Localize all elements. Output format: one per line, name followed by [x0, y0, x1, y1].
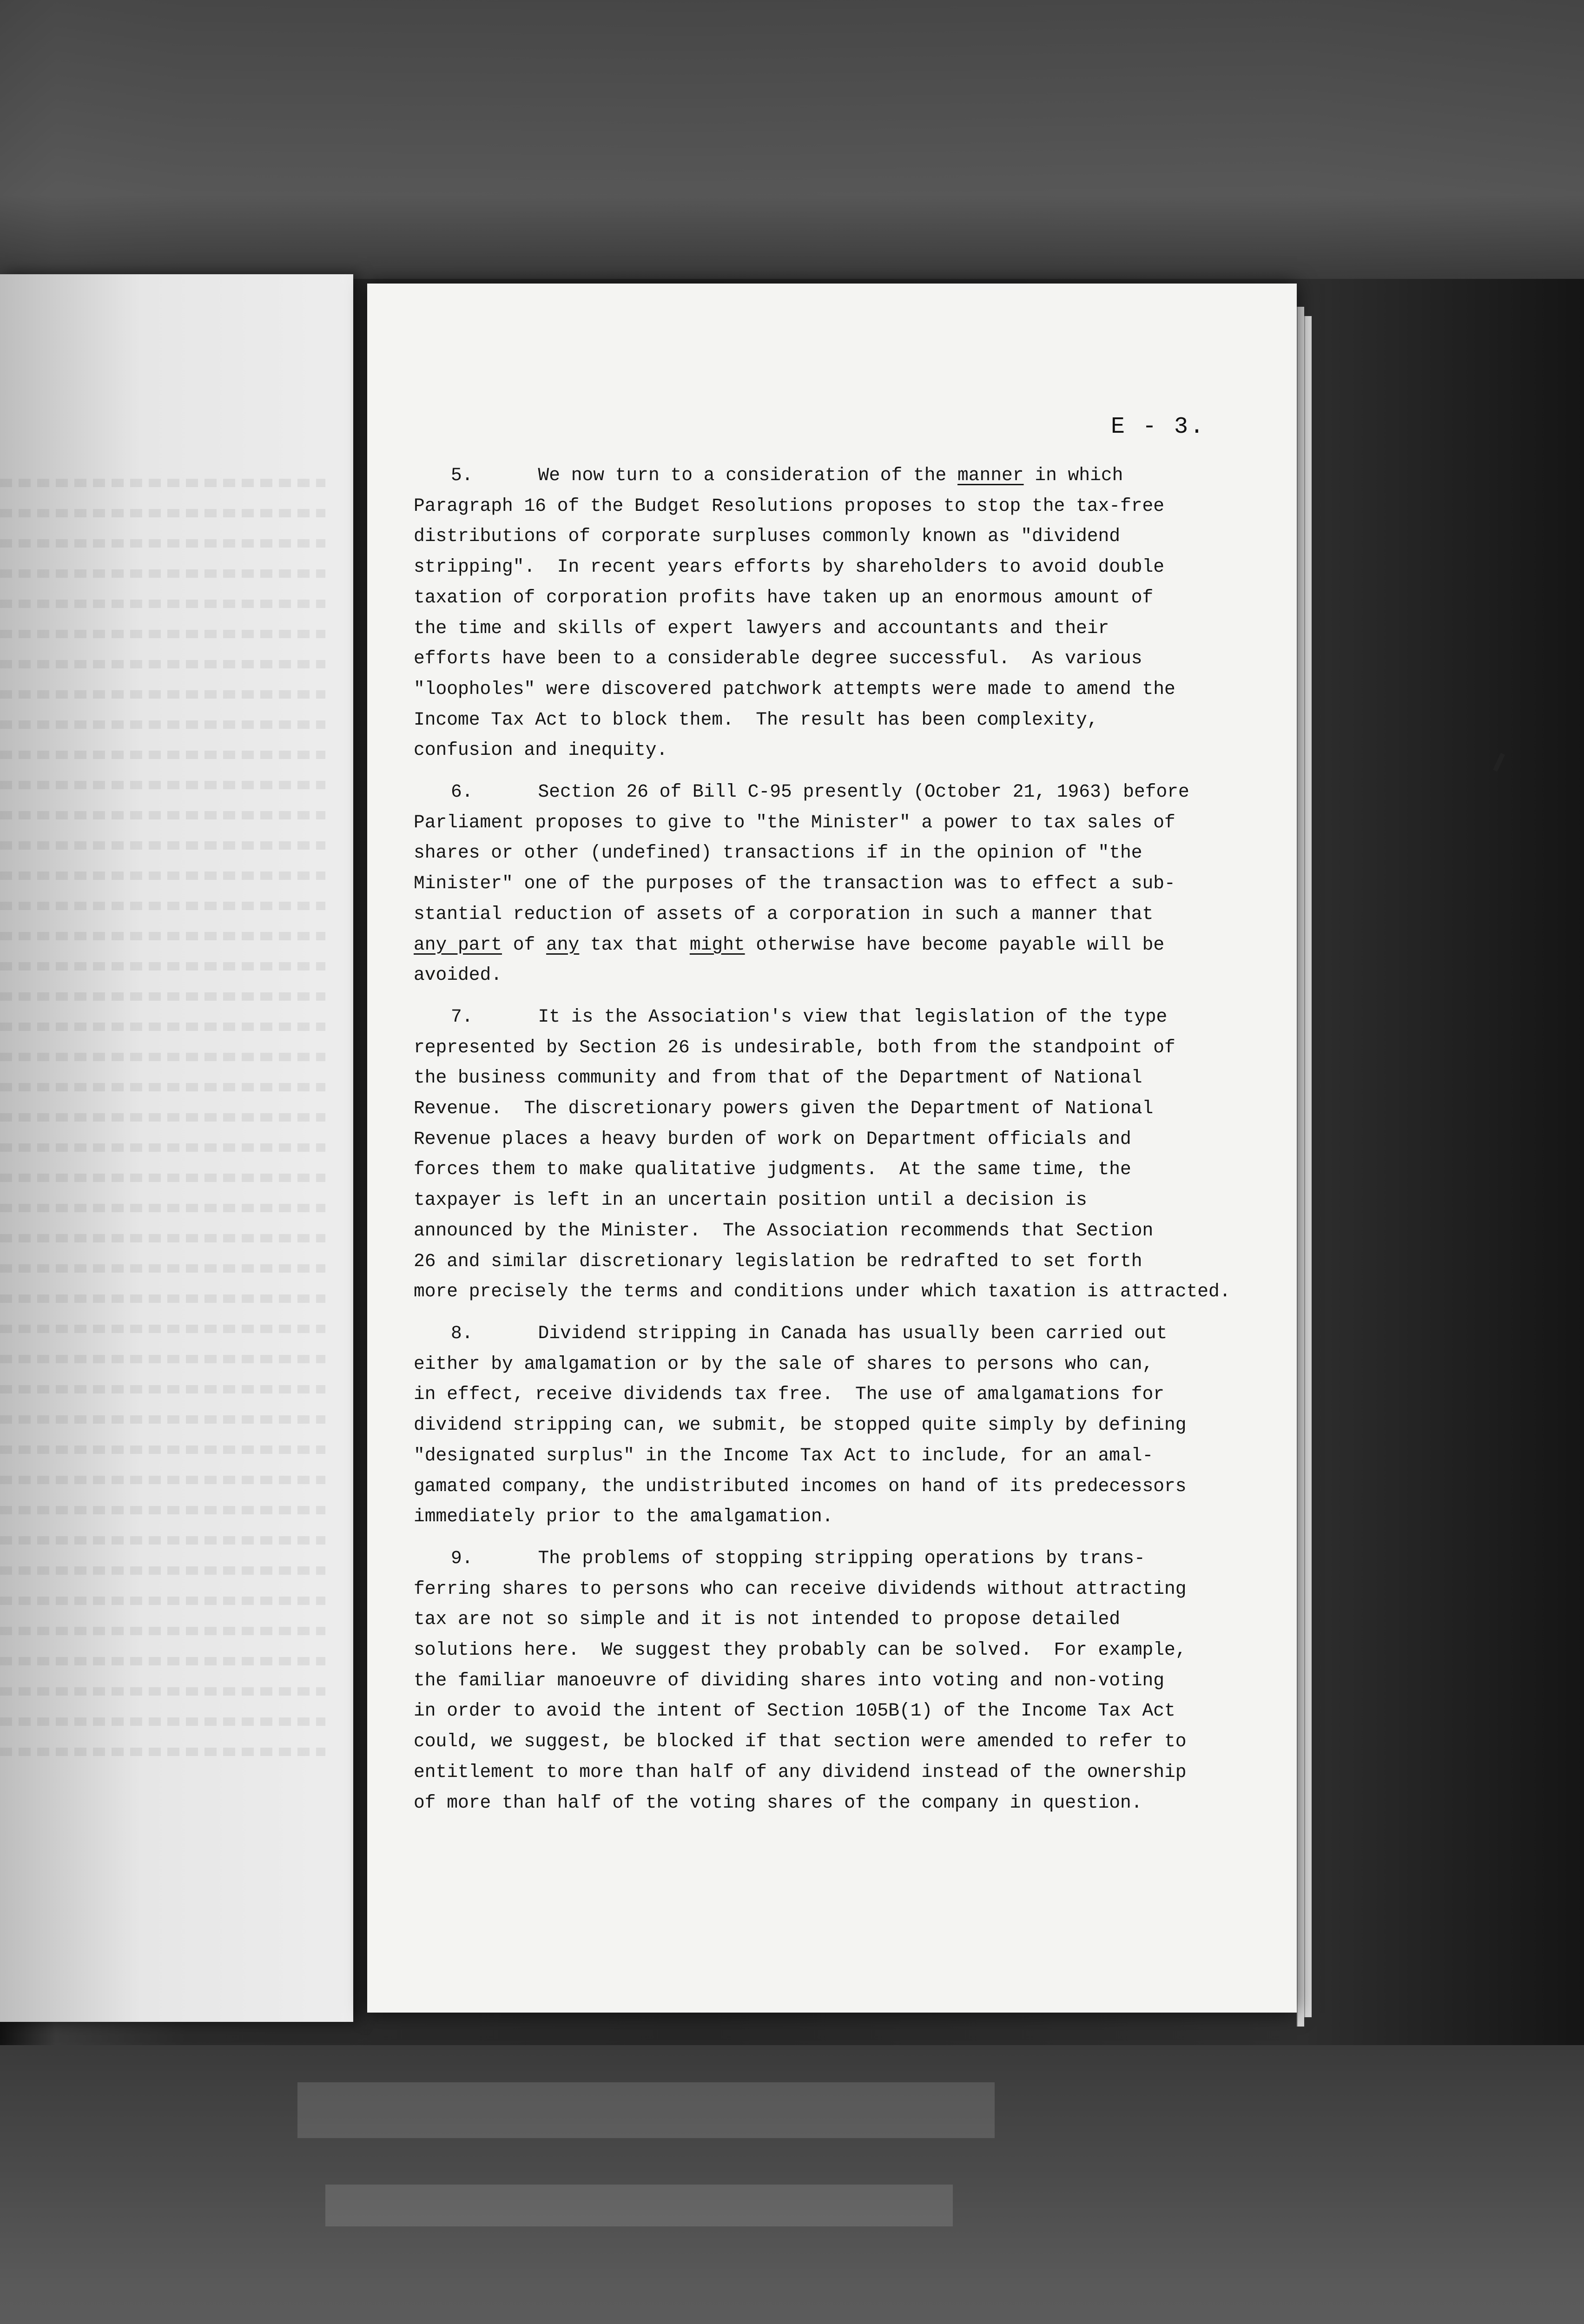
text-line [414, 807, 1227, 838]
faded-text-line [0, 1748, 325, 1756]
text-line [414, 1440, 1227, 1471]
faded-text-line [0, 539, 325, 548]
faded-text-line [0, 1113, 325, 1122]
text-run: gamated company, the undistributed incomes on hand of its predecessors [414, 1475, 1187, 1497]
faded-text-line [0, 1476, 325, 1484]
faded-text-line [0, 1053, 325, 1061]
facing-page [0, 274, 353, 2022]
text-line [414, 1124, 1227, 1155]
faded-text-line [0, 902, 325, 910]
page-stack-edge [1297, 307, 1304, 2027]
text-line [414, 930, 1227, 960]
faded-text-line [0, 841, 325, 850]
text-run: The problems of stopping stripping operations by trans- [538, 1547, 1145, 1569]
text-run: stripping". In recent years efforts by shareholders to avoid double [414, 556, 1165, 578]
text-line [414, 868, 1227, 899]
text-line [414, 460, 1227, 491]
text-line [414, 1471, 1227, 1502]
text-line [414, 1246, 1227, 1277]
faded-text-line [0, 1446, 325, 1454]
faded-text-line [0, 1325, 325, 1333]
folder-bottom [0, 2045, 1584, 2324]
text-run: Dividend stripping in Canada has usually been carried out [538, 1322, 1168, 1344]
text-line [414, 552, 1227, 582]
text-line [414, 1032, 1227, 1063]
text-line [414, 1410, 1227, 1440]
document-page [367, 284, 1297, 2013]
text-run: in effect, receive dividends tax free. The use of amalgamations for [414, 1384, 1165, 1405]
text-run: entitlement to more than half of any dividend instead of the ownership [414, 1761, 1187, 1783]
text-line [414, 1665, 1227, 1696]
text-line [414, 582, 1227, 613]
text-run: Parliament proposes to give to "the Minister" a power to tax sales of [414, 812, 1175, 833]
text-line [414, 1002, 1227, 1032]
text-line [414, 1318, 1227, 1349]
faded-text-line [0, 1415, 325, 1424]
text-line [414, 1543, 1227, 1574]
paragraph-number: 5. [451, 465, 473, 486]
text-run: Revenue places a heavy burden of work on Department officials and [414, 1128, 1131, 1149]
paragraph [414, 460, 1227, 766]
underlined-text: might [689, 934, 745, 955]
text-run: otherwise have become payable will be [745, 934, 1165, 955]
text-run: of more than half of the voting shares of the company in question. [414, 1792, 1142, 1813]
faded-text-line [0, 720, 325, 729]
faded-text-line [0, 1597, 325, 1605]
text-run: stantial reduction of assets of a corporation in such a manner that [414, 903, 1154, 924]
paragraph-number: 6. [451, 781, 473, 803]
underlined-text: any part [414, 934, 502, 955]
paragraph [414, 1543, 1227, 1818]
faded-text-line [0, 600, 325, 608]
text-line [414, 1757, 1227, 1788]
faded-text-line [0, 1566, 325, 1575]
text-line [414, 643, 1227, 674]
text-line [414, 1696, 1227, 1726]
text-run: the familiar manoeuvre of dividing shares into voting and non-voting [414, 1670, 1165, 1691]
text-run: tax are not so simple and it is not intended to propose detailed [414, 1609, 1121, 1630]
text-run: Revenue. The discretionary powers given the Department of National [414, 1098, 1154, 1119]
text-run: tax that [579, 934, 690, 955]
faded-text-line [0, 630, 325, 638]
text-run: more precisely the terms and conditions under which taxation is attracted. [414, 1281, 1231, 1302]
faded-text-line [0, 1143, 325, 1152]
text-line [414, 1604, 1227, 1635]
page-stack-edge [1304, 316, 1312, 2017]
paragraph [414, 777, 1227, 990]
text-line [414, 777, 1227, 807]
faded-text-line [0, 569, 325, 578]
text-run: announced by the Minister. The Association recommends that Section [414, 1220, 1154, 1241]
faded-text-line [0, 1536, 325, 1545]
faded-text-line [0, 1627, 325, 1635]
text-line [414, 1215, 1227, 1246]
text-run: efforts have been to a considerable degree successful. As various [414, 648, 1142, 669]
text-run: ferring shares to persons who can receive dividends without attracting [414, 1578, 1187, 1599]
text-run: could, we suggest, be blocked if that section were amended to refer to [414, 1731, 1187, 1752]
faded-text-line [0, 781, 325, 789]
paragraph-number: 9. [451, 1547, 473, 1569]
document-body [414, 460, 1231, 1829]
faded-text-line [0, 1264, 325, 1273]
faded-text-line [0, 1657, 325, 1665]
faded-text-line [0, 751, 325, 759]
text-run: Minister" one of the purposes of the transaction was to effect a sub- [414, 873, 1175, 894]
text-line [414, 1185, 1227, 1215]
text-line [414, 613, 1227, 644]
faded-text-line [0, 1234, 325, 1242]
faded-text-line [0, 932, 325, 940]
faded-text-line [0, 1023, 325, 1031]
faded-text-line [0, 479, 325, 487]
text-line [414, 1379, 1227, 1410]
text-run: We now turn to a consideration of the [538, 465, 958, 486]
paragraph [414, 1318, 1227, 1532]
text-run: represented by Section 26 is undesirable, both from the standpoint of [414, 1037, 1175, 1058]
text-line [414, 1154, 1227, 1185]
text-line [414, 1635, 1227, 1665]
text-line [414, 1349, 1227, 1380]
text-run: the business community and from that of the Department of National [414, 1067, 1142, 1089]
tape-strip [325, 2185, 953, 2226]
faded-text-line [0, 1717, 325, 1726]
text-run: the time and skills of expert lawyers and accountants and their [414, 617, 1109, 639]
paragraph [414, 1002, 1231, 1307]
text-line [414, 1276, 1231, 1307]
faded-text-line [0, 1506, 325, 1514]
text-run: "loopholes" were discovered patchwork attempts were made to amend the [414, 678, 1175, 700]
text-run: Paragraph 16 of the Budget Resolutions proposes to stop the tax-free [414, 495, 1165, 516]
text-line [414, 735, 1227, 766]
text-run: confusion and inequity. [414, 739, 668, 761]
text-run: of [502, 934, 547, 955]
text-line [414, 705, 1227, 735]
paragraph-number: 7. [451, 1006, 473, 1027]
faded-text-line [0, 1174, 325, 1182]
paragraph-number: 8. [451, 1322, 473, 1344]
faded-text-line [0, 1385, 325, 1393]
text-run: either by amalgamation or by the sale of shares to persons who can, [414, 1353, 1154, 1374]
text-run: forces them to make qualitative judgments. At the same time, the [414, 1159, 1131, 1180]
text-run: "designated surplus" in the Income Tax Act to include, for an amal- [414, 1445, 1154, 1466]
text-run: Section 26 of Bill C-95 presently (October 21, 1963) before [538, 781, 1189, 803]
faded-text-line [0, 509, 325, 517]
faded-text-line [0, 1355, 325, 1363]
text-run: immediately prior to the amalgamation. [414, 1506, 833, 1527]
text-run: taxpayer is left in an uncertain position until a decision is [414, 1189, 1087, 1211]
text-run: dividend stripping can, we submit, be stopped quite simply by defining [414, 1414, 1187, 1436]
faded-text-line [0, 992, 325, 1001]
faded-text-line [0, 690, 325, 699]
faded-text-line [0, 1294, 325, 1303]
folder-top [0, 0, 1584, 279]
text-line [414, 1574, 1227, 1604]
text-run: 26 and similar discretionary legislation be redrafted to set forth [414, 1250, 1142, 1272]
text-run: It is the Association's view that legislation of the type [538, 1006, 1168, 1027]
faded-text-line [0, 872, 325, 880]
text-line [414, 1093, 1227, 1124]
faded-text-line [0, 660, 325, 668]
text-run: in which [1023, 465, 1123, 486]
page-number: E - 3. [1111, 414, 1206, 440]
text-line [414, 521, 1227, 552]
faded-text-line [0, 1204, 325, 1212]
text-line [414, 899, 1227, 930]
text-line [414, 960, 1227, 990]
text-line [414, 1788, 1227, 1818]
faded-text-line [0, 1687, 325, 1696]
text-run: taxation of corporation profits have taken up an enormous amount of [414, 587, 1154, 608]
text-run: avoided. [414, 964, 502, 986]
text-run: in order to avoid the intent of Section 105B(1) of the Income Tax Act [414, 1700, 1175, 1722]
text-run: solutions here. We suggest they probably can be solved. For example, [414, 1639, 1187, 1661]
underlined-text: any [546, 934, 580, 955]
text-run: distributions of corporate surpluses commonly known as "dividend [414, 526, 1121, 547]
text-line [414, 674, 1227, 705]
tape-strip [297, 2082, 995, 2138]
faded-text-line [0, 962, 325, 971]
faded-text-line [0, 1083, 325, 1091]
text-line [414, 1501, 1227, 1532]
text-run: Income Tax Act to block them. The result has been complexity, [414, 709, 1098, 730]
text-run: shares or other (undefined) transactions if in the opinion of "the [414, 842, 1142, 864]
underlined-text: manner [957, 465, 1024, 486]
text-line [414, 491, 1227, 522]
text-line [414, 838, 1227, 868]
text-line [414, 1726, 1227, 1757]
text-line [414, 1063, 1227, 1093]
faded-text-line [0, 811, 325, 819]
